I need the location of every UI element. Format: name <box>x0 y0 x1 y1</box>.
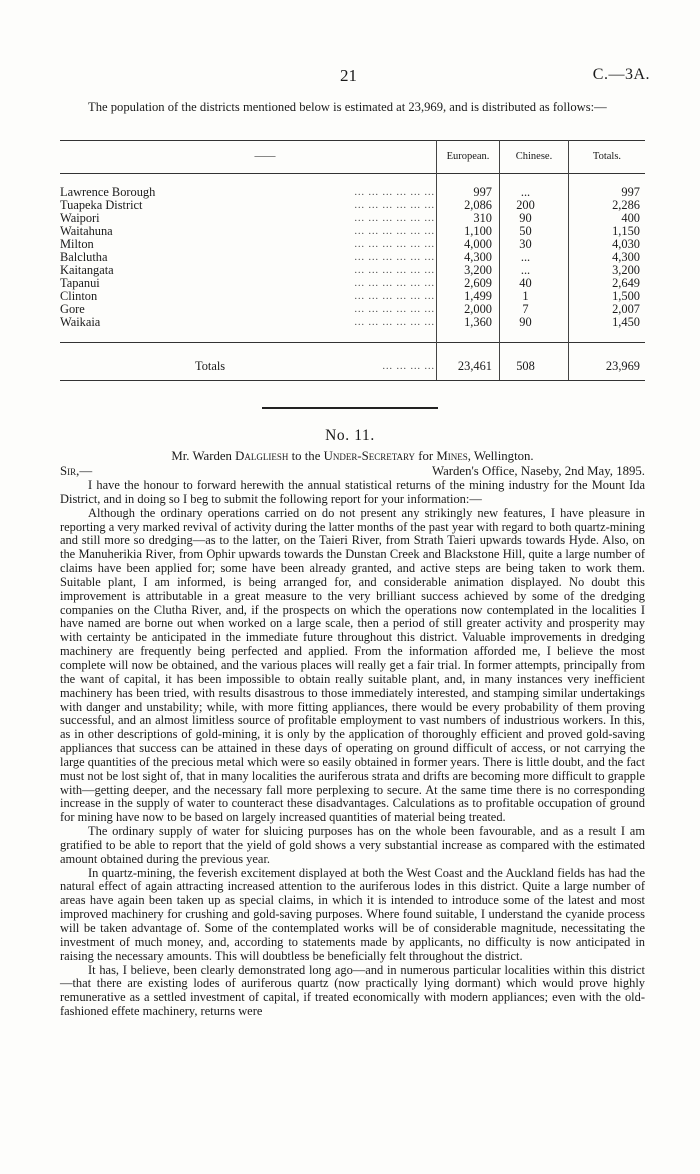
european-value: 2,000 <box>464 302 492 316</box>
header-bottom-rule <box>60 173 645 174</box>
chinese-value: ... <box>520 185 531 199</box>
body-paragraph: Although the ordinary operations carried on do not present any strikingly new features, I have pleasure in reporting a very marked revival of activity during the latter months of the past year with regard to both quartz-mining and still more so dredging—as to the latter, on the Taieri River, from Strath Taieri upwards towards Hyde. Also, on the Manuherikia River, from Ophir upwards towards the Dunstan Creek and Blackstone Hill, quite a large number of claims have been applied for; some have been already granted, and active steps are being taken to work them. Suitable plant, I am informed, is being arranged for, and considerable animation displayed. No doubt this improvement is attributable in a great measure to the very brilliant success achieved by some of the dredging companies on the Clutha River, and, if the prospects on which the operations now contemplated in the localities I have named are borne out when worked on a large scale, then a period of still greater activity and prosperity may with certainty be anticipated in the immediate future throughout this district. Valuable improvements in dredging machinery are frequently being perfected and applied. From the information afforded me, I believe the most complete will now be obtained, and the various places will really get a fair trial. In former attempts, principally from the want of capital, it has been impossible to obtain really suitable plant, and, in many instances very inefficient machinery has been tried, with results disastrous to those immediately interested, and stamping similar undertakings with danger and unstability; while, with more fitting appliances, there would be every probability of them proving successful, and an almost limitless source of profitable employment to vast numbers of industrious workers. In this, as in other descriptions of gold-mining, it is only by the application of thoroughly efficient and proved gold-saving appliances that success can be attained in these days of operating on ground difficult of access, or not carrying the large quantities of the precious metal which were so easily obtained in former years. There is little doubt, and the fact must not be lost sight of, that in many localities the auriferous strata and drifts are becoming more difficult to grapple with—getting deeper, and the necessary fall more perplexing to secure. At the same time there is no corresponding increase in the supply of water to counteract these disadvantages. Calculations as to profitable occupation of ground for mining have now to be based on largely increased quantities of material being treated. <box>60 505 645 825</box>
total-value: 2,286 <box>612 198 640 212</box>
leader-dots: ... ... ... ... ... ... <box>354 265 435 276</box>
european-value: 997 <box>473 185 492 199</box>
body-paragraph: It has, I believe, been clearly demonstrated long ago—and in numerous particular localities within this district—that there are existing lodes of auriferous quartz (now practically lying dormant) which would prove highly remunerative as a settled investment of capital, if treated economically with modern appliances; even with the old-fashioned effete machinery, returns were <box>60 962 645 1019</box>
table-top-rule <box>60 140 645 141</box>
european-value: 2,086 <box>464 198 492 212</box>
european-value: 310 <box>473 211 492 225</box>
leader-dots: ... ... ... ... ... ... <box>354 252 435 263</box>
office-date-line: Warden's Office, Naseby, 2nd May, 1895. <box>432 464 645 478</box>
table-row <box>60 251 645 264</box>
chinese-value: ... <box>520 263 531 277</box>
body-paragraph: The ordinary supply of water for sluicing purposes has on the whole been favourable, and as a result I am gratified to be able to report that the yield of gold shows a very substantial increase as compared with the estimated amount obtained during the previous year. <box>60 824 645 866</box>
district-name: Tuapeka District <box>60 198 143 212</box>
grand-total: 23,969 <box>605 359 640 373</box>
chinese-value: 200 <box>516 198 535 212</box>
district-name: Milton <box>60 237 94 251</box>
total-value: 2,649 <box>612 276 640 290</box>
address-prefix: Mr. Warden <box>171 449 232 463</box>
leader-dots: ... ... ... ... ... ... <box>354 317 435 328</box>
chinese-value: 1 <box>522 289 529 303</box>
chinese-value: 7 <box>522 302 529 316</box>
leader-dots: ... ... ... ... ... ... <box>354 304 435 315</box>
address-for: for <box>418 449 434 463</box>
table-row <box>60 290 645 303</box>
district-name: Gore <box>60 302 85 316</box>
european-value: 1,100 <box>464 224 492 238</box>
european-value: 3,200 <box>464 263 492 277</box>
european-column-header: European. <box>446 151 490 162</box>
district-name: Tapanui <box>60 276 100 290</box>
section-separator <box>262 407 438 409</box>
totals-top-rule <box>60 342 645 343</box>
table-row <box>60 303 645 316</box>
district-name: Waikaia <box>60 315 101 329</box>
total-value: 400 <box>621 211 640 225</box>
letter-department: Mines <box>436 449 468 463</box>
leader-dots: ... ... ... ... ... ... <box>354 187 435 198</box>
european-total: 23,461 <box>457 359 492 373</box>
total-value: 1,150 <box>612 224 640 238</box>
totals-label: Totals <box>195 359 226 373</box>
page-number: 21 <box>340 66 357 85</box>
leader-dots: ... ... ... ... ... ... <box>354 278 435 289</box>
european-value: 2,609 <box>464 276 492 290</box>
chinese-value: 40 <box>519 276 532 290</box>
total-value: 4,300 <box>612 250 640 264</box>
document-reference: C.—3A. <box>592 66 650 83</box>
total-value: 4,030 <box>612 237 640 251</box>
table-row <box>60 186 645 199</box>
leader-dots: ... ... ... ... ... ... <box>354 239 435 250</box>
chinese-value: 90 <box>519 315 532 329</box>
body-paragraph: In quartz-mining, the feverish excitement displayed at both the West Coast and the Auckland fields has had the natural effect of again attracting increased attention to the auriferous lodes in this district. Quite a large number of areas have again been taken up as special claims, in which it is intended to introduce some of the latest and most improved machinery for crushing and gold-saving purposes. Where found suitable, I understand the cyanide process will be taken advantage of. Some of the contemplated works will be of considerable magnitude, necessitating the investment of much money, and, according to statements made by applicants, no difficulty is now anticipated in raising the necessary amounts. This will doubtless be beneficially felt throughout the district. <box>60 865 645 963</box>
body-paragraph: I have the honour to forward herewith the annual statistical returns of the mining industry for the Mount Ida District, and in doing so I beg to submit the following report for your information:— <box>60 478 645 506</box>
page-header <box>0 66 700 88</box>
letter-place: , Wellington. <box>467 449 534 463</box>
totals-row <box>60 360 645 373</box>
table-row <box>60 225 645 238</box>
total-value: 1,450 <box>612 315 640 329</box>
chinese-column-header: Chinese. <box>515 151 553 162</box>
european-value: 1,360 <box>464 315 492 329</box>
chinese-value: 30 <box>519 237 532 251</box>
letter-recipient: Under-Secretary <box>323 449 415 463</box>
leader-dots: ... ... ... ... ... ... <box>354 213 435 224</box>
chinese-value: ... <box>520 250 531 264</box>
total-value: 997 <box>621 185 640 199</box>
leader-dots: ... ... ... ... <box>382 361 435 372</box>
total-value: 1,500 <box>612 289 640 303</box>
table-row <box>60 264 645 277</box>
table-row <box>60 199 645 212</box>
leader-dots: ... ... ... ... ... ... <box>354 200 435 211</box>
table-bottom-rule <box>60 380 645 381</box>
table-row <box>60 238 645 251</box>
chinese-value: 90 <box>519 211 532 225</box>
leader-dots: ... ... ... ... ... ... <box>354 226 435 237</box>
address-to: to the <box>291 449 321 463</box>
district-name: Clinton <box>60 289 98 303</box>
district-name: Lawrence Borough <box>60 185 156 199</box>
european-value: 4,000 <box>464 237 492 251</box>
letter-author: Dalgliesh <box>235 449 289 463</box>
leader-dots: ... ... ... ... ... ... <box>354 291 435 302</box>
chinese-total: 508 <box>516 359 535 373</box>
district-name: Kaitangata <box>60 263 114 277</box>
district-name: Balclutha <box>60 250 108 264</box>
letter-address <box>60 449 645 464</box>
european-value: 4,300 <box>464 250 492 264</box>
table-row <box>60 277 645 290</box>
total-value: 2,007 <box>612 302 640 316</box>
district-name: Waitahuna <box>60 224 113 238</box>
salutation: Sir,— <box>60 464 93 478</box>
letter-body <box>60 479 645 1019</box>
table-row <box>60 316 645 329</box>
table-row <box>60 212 645 225</box>
european-value: 1,499 <box>464 289 492 303</box>
intro-paragraph: The population of the districts mentioned below is estimated at 23,969, and is distributed as follows:— <box>88 100 607 114</box>
district-name: Waipori <box>60 211 100 225</box>
chinese-value: 50 <box>519 224 532 238</box>
totals-column-header: Totals. <box>592 151 622 162</box>
letter-number: No. 11. <box>325 427 375 444</box>
total-value: 3,200 <box>612 263 640 277</box>
blank-column-header: —— <box>254 151 276 162</box>
